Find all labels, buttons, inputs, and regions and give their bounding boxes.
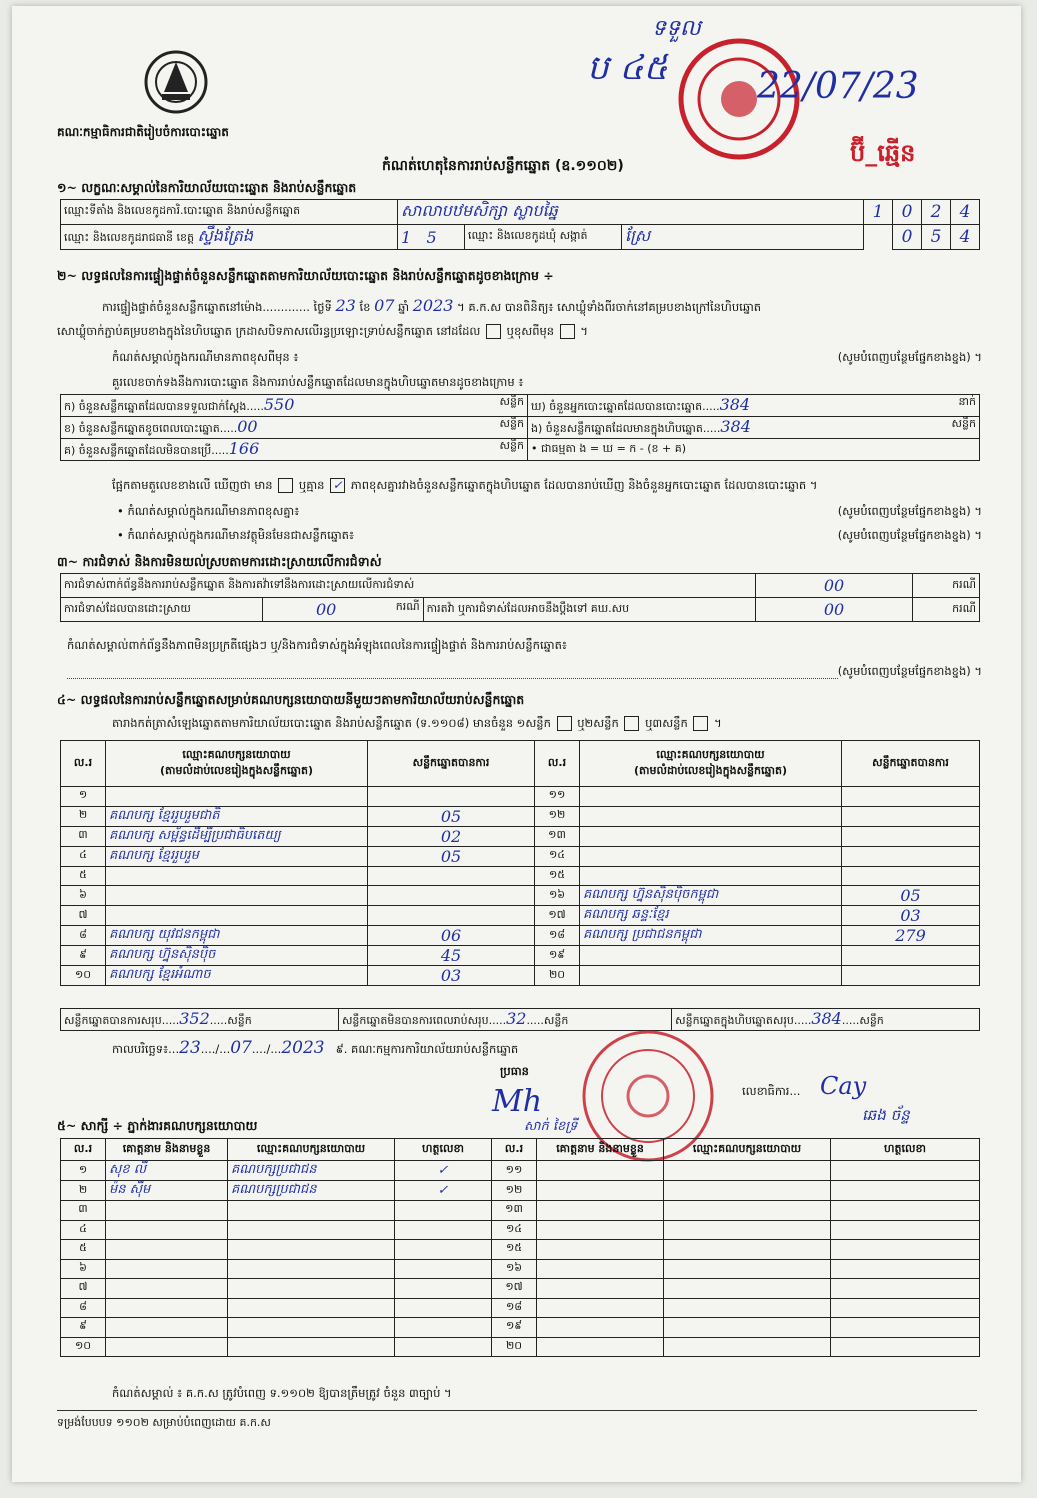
verify-month: 07 [374, 296, 395, 315]
witness-row [61, 1181, 980, 1201]
party-no: ១៨ [535, 926, 580, 946]
party-votes: 45 [368, 946, 535, 966]
total-in-box: សន្លឹកឆ្នោតក្នុងហិបឆ្នោតសរុប.....384.....សន្លឹក [672, 1009, 980, 1031]
party-results-body [61, 787, 980, 986]
witness-name [106, 1220, 228, 1240]
col-name: គោត្តនាម និងនាមខ្លួន [106, 1139, 228, 1161]
province-code: 1 5 [398, 225, 465, 250]
witness-party [228, 1337, 395, 1357]
station-code-digit: 2 [922, 200, 951, 225]
appeal-label: ការតវ៉ា ឬការជំទាស់ដែលអាចនឹងប្ដឹងទៅ គឃ.សប [423, 598, 755, 622]
witness-party: គណបក្សប្រជាជន [228, 1181, 395, 1201]
witness-party [664, 1259, 831, 1279]
party-name: គណបក្ស ហ្វ៊ុនស៊ិនប៉ិចកម្ពុជា [580, 886, 842, 906]
witness-party [228, 1279, 395, 1299]
commune-value: ស្រែ [622, 225, 864, 250]
resolved-label: ការជំទាស់ដែលបានដោះស្រាយ [61, 598, 263, 622]
total-valid: សន្លឹកឆ្នោតបានការសរុប.....352.....សន្លឹក [61, 1009, 339, 1031]
witness-body [61, 1161, 980, 1357]
party-votes: 06 [368, 926, 535, 946]
party-name: គណបក្ស ប្រជាជនកម្ពុជា [580, 926, 842, 946]
commission-name: គណៈកម្មាធិការជាតិរៀបចំការបោះឆ្នោត [57, 125, 229, 139]
party-votes [842, 826, 980, 846]
party-row [61, 906, 980, 926]
witness-no: ១៩ [492, 1318, 537, 1338]
party-no: ១៤ [535, 846, 580, 866]
witness-signature: ✓ [395, 1161, 492, 1181]
party-votes: 05 [842, 886, 980, 906]
witness-signature [395, 1318, 492, 1338]
party-no: ២ [61, 806, 106, 826]
station-identity-table [60, 199, 980, 250]
witness-name [106, 1298, 228, 1318]
party-row [61, 826, 980, 846]
witness-signature [395, 1259, 492, 1279]
stamp-handwriting: ប ៤៥ [587, 48, 668, 88]
witness-signature [831, 1337, 980, 1357]
party-name [106, 787, 368, 807]
witness-signature [831, 1201, 980, 1221]
witness-signature [395, 1279, 492, 1299]
spoiled-ballots: ខ) ចំនួនសន្លឹកឆ្នោតខូចពេលបោះឆ្នោត.....00 សន្លឹក [61, 417, 528, 439]
party-name [106, 866, 368, 886]
party-votes [368, 866, 535, 886]
witness-name [537, 1161, 664, 1181]
witness-no: ១១ [492, 1161, 537, 1181]
witness-row [61, 1337, 980, 1357]
party-votes [842, 866, 980, 886]
witness-name: ម៉ន ស៊ីម [106, 1181, 228, 1201]
party-votes: 03 [842, 906, 980, 926]
witness-name [106, 1240, 228, 1260]
witness-party [228, 1220, 395, 1240]
witness-name [537, 1318, 664, 1338]
party-no: ៥ [61, 866, 106, 886]
station-code-digit: 0 [893, 200, 922, 225]
appeal-value: 00 [756, 598, 913, 622]
witness-name [106, 1337, 228, 1357]
party-row [61, 846, 980, 866]
witness-party [664, 1161, 831, 1181]
tally-sheet-line: តារាងកត់ត្រាសំឡេងឆ្នោតតាមការិយាល័យបោះឆ្នោត និងរាប់សន្លឹកឆ្នោត (ទ.១១០៨) មានចំនួន ១សន្លឹក ឬ២សន្លឹក ឬ៣សន្លឹក ។ [112, 716, 722, 730]
form-title: កំណត់ហេតុនៃការរាប់សន្លឹកឆ្នោត (ឧ.១១០២) [382, 158, 624, 174]
witness-no: ៣ [61, 1201, 106, 1221]
witness-row [61, 1259, 980, 1279]
party-votes: 05 [368, 806, 535, 826]
party-row [61, 946, 980, 966]
section1-title: ១~ លក្ខណៈសម្គាល់នៃការិយាល័យបោះឆ្នោត និងរាប់សន្លឹកឆ្នោត [57, 180, 357, 195]
party-row [61, 886, 980, 906]
witness-no: ២០ [492, 1337, 537, 1357]
witness-no: ១៦ [492, 1259, 537, 1279]
party-no: ១៩ [535, 946, 580, 966]
party-no: ១៧ [535, 906, 580, 926]
witness-party [664, 1298, 831, 1318]
party-name [580, 866, 842, 886]
witness-signature [831, 1161, 980, 1181]
complaints-value: 00 [756, 574, 913, 598]
witness-no: ៥ [61, 1240, 106, 1260]
witness-row [61, 1201, 980, 1221]
section5-title: ៥~ សាក្សី ÷ ភ្នាក់ងារគណបក្សនយោបាយ [57, 1118, 258, 1133]
witness-row [61, 1318, 980, 1338]
witness-row [61, 1220, 980, 1240]
party-no: ៨ [61, 926, 106, 946]
col-votes: សន្លឹកឆ្នោតបានការ [842, 741, 980, 787]
formula: • ជាធម្មតា ង = ឃ = ក - (ខ + គ) [528, 439, 980, 461]
party-no: ១៦ [535, 886, 580, 906]
commune-code-digit: 0 [893, 225, 922, 250]
col-no: ល.រ [535, 741, 580, 787]
party-no: ៦ [61, 886, 106, 906]
witness-name [537, 1181, 664, 1201]
witness-no: ១៤ [492, 1220, 537, 1240]
witness-name [537, 1259, 664, 1279]
party-name: គណបក្ស ខ្មែរអំណាច [106, 966, 368, 986]
witness-signature [831, 1240, 980, 1260]
stamp-date: 22/07/23 [757, 66, 919, 107]
witness-row [61, 1161, 980, 1181]
party-votes: 05 [368, 846, 535, 866]
witness-party [664, 1181, 831, 1201]
complaints-table [60, 573, 980, 622]
party-name [106, 886, 368, 906]
witness-no: ១០ [61, 1337, 106, 1357]
col-no: ល.រ [61, 1139, 106, 1161]
party-row [61, 806, 980, 826]
party-no: ៤ [61, 846, 106, 866]
witness-name [537, 1201, 664, 1221]
party-results-table [60, 740, 980, 986]
form-note: ទម្រង់បែបបទ ១១០២ សម្រាប់បំពេញដោយ គ.ក.ស [57, 1416, 271, 1429]
case-unit: ករណី [913, 574, 980, 598]
party-votes [368, 787, 535, 807]
witness-name [106, 1259, 228, 1279]
chair-label: ប្រធាន [500, 1064, 529, 1078]
witness-signature [831, 1279, 980, 1299]
complaints-label: ការជំទាស់ពាក់ព័ន្ធនឹងការរាប់សន្លឹកឆ្នោត និងការតវ៉ាទៅនឹងការដោះស្រាយលើការជំទាស់ [61, 574, 756, 598]
col-sign: ហត្ថលេខា [831, 1139, 980, 1161]
party-no: ១ [61, 787, 106, 807]
party-no: ១៣ [535, 826, 580, 846]
col-name: គោត្តនាម និងនាមខ្លួន [537, 1139, 664, 1161]
witness-no: ១៧ [492, 1279, 537, 1299]
footnote: កំណត់សម្គាល់ ៖ គ.ក.ស ត្រូវបំពេញ ទ.១១០២ ឱ្យបានត្រឹមត្រូវ ចំនួន ៣ច្បាប់ ។ [112, 1386, 452, 1400]
witness-party [664, 1220, 831, 1240]
party-votes: 279 [842, 926, 980, 946]
province-value: ស្ទឹងត្រែង [197, 226, 254, 245]
secretary-name: ឆេង ច័ន្ទ [862, 1106, 910, 1124]
witness-name [106, 1279, 228, 1299]
station-code-digit: 4 [951, 200, 980, 225]
witness-party [228, 1259, 395, 1279]
footer-divider [57, 1410, 977, 1411]
station-code-digit: 1 [864, 200, 893, 225]
witness-signature [831, 1259, 980, 1279]
change-note-line: កំណត់សម្គាល់ក្នុងករណីមានភាពខុសពីមុន ៖ (សូមបំពេញបន្ថែមផ្នែកខាងខ្នង) ។ [112, 350, 982, 364]
witness-name [537, 1337, 664, 1357]
party-votes [842, 846, 980, 866]
received-ballots: ក) ចំនួនសន្លឹកឆ្នោតដែលបានទទួលជាក់ស្ដែង.....550 សន្លឹក [61, 395, 528, 417]
case-unit: ករណី [913, 598, 980, 622]
party-name [580, 787, 842, 807]
ballot-figures-table [60, 394, 980, 461]
col-party: ឈ្មោះគណបក្សនយោបាយ [664, 1139, 831, 1161]
section4-title: ៤~ លទ្ធផលនៃការរាប់សន្លឹកឆ្នោតសម្រាប់គណបក្សនយោបាយនីមួយៗតាមការិយាល័យរាប់សន្លឹកឆ្នោត [57, 692, 525, 707]
red-label: ប៊ី_ឆ្មើន [850, 139, 916, 167]
col-party: ឈ្មោះគណបក្សនយោបាយ [228, 1139, 395, 1161]
witness-signature [395, 1240, 492, 1260]
discrepancy-line: ផ្អែកតាមតួលេខខាងលើ ឃើញថា មាន ឬគ្មាន ✓ ភាពខុសគ្នារវាងចំនួនសន្លឹកឆ្នោតក្នុងហិបឆ្នោត ដែលបានរាប់ឃើញ និងចំនួនអ្នកបោះឆ្នោត ដែលបានបោះឆ្នោត ។ [112, 478, 818, 492]
party-votes [842, 946, 980, 966]
unchanged-checkbox[interactable] [486, 324, 501, 339]
witness-no: ៨ [61, 1298, 106, 1318]
verification-line: ការផ្ទៀងផ្ទាត់ចំនួនសន្លឹកឆ្នោតនៅម៉ោង............. ថ្ងៃទី 23 ខែ 07 ឆ្នាំ 2023 ។ គ.ក.ស បានពិនិត្យ៖ សោឃ្លុំទាំងពីរចាក់នៅគម្របខាងក្រៅនៃហិបឆ្នោត [102, 296, 762, 315]
section2-title: ២~ លទ្ធផលនៃការផ្ទៀងផ្ទាត់ចំនួនសន្លឹកឆ្នោតតាមការិយាល័យបោះឆ្នោត និងរាប់សន្លឹកឆ្នោតដូចខាងក្រោម ÷ [57, 268, 554, 283]
witness-name [537, 1240, 664, 1260]
witness-row [61, 1298, 980, 1318]
party-no: ១០ [61, 966, 106, 986]
party-votes [368, 906, 535, 926]
party-row [61, 966, 980, 986]
witness-party [664, 1201, 831, 1221]
party-name: គណបក្ស ឆន្ទៈខ្មែរ [580, 906, 842, 926]
total-invalid: សន្លឹកឆ្នោតមិនបានការពេលរាប់សរុប.....32.....សន្លឹក [338, 1009, 671, 1031]
witness-name [537, 1220, 664, 1240]
section3-title: ៣~ ការជំទាស់ និងការមិនយល់ស្របតាមការដោះស្រាយលើការជំទាស់ [57, 554, 382, 569]
witness-no: ១២ [492, 1181, 537, 1201]
figures-intro: គួរលេខចាក់ទងនឹងការបោះឆ្នោត និងការរាប់សន្លឹកឆ្នោតដែលមានក្នុងហិបឆ្នោតមានដូចខាងក្រោម ៖ [112, 375, 524, 389]
col-no: ល.រ [492, 1139, 537, 1161]
witness-party [664, 1318, 831, 1338]
witness-no: ១៥ [492, 1240, 537, 1260]
witness-party [664, 1337, 831, 1357]
col-sign: ហត្ថលេខា [395, 1139, 492, 1161]
one-sheet-checkbox[interactable] [557, 716, 572, 731]
totals-table [60, 1008, 980, 1031]
seal-check-line: សោឃ្លុំចាក់ភ្ជាប់គម្របខាងក្នុងនៃហិបឆ្នោត ក្រដាសបិទភាសលើរន្ធប្រឡោះទ្រាប់សន្លឹកឆ្នោត នៅដដែល ឬខុសពីមុន ។ [57, 324, 589, 338]
party-name: គណបក្ស សម្ព័ន្ធដើម្បីប្រជាធិបតេយ្យ [106, 826, 368, 846]
witness-no: ២ [61, 1181, 106, 1201]
stamp-top-handwriting: ទទួល [652, 16, 701, 41]
party-no: ១១ [535, 787, 580, 807]
commune-code-digit: 4 [951, 225, 980, 250]
witness-row [61, 1279, 980, 1299]
secretary-signature: Cay [820, 1072, 867, 1100]
bullet-note-2: • កំណត់សម្គាល់ក្នុងករណីមានវត្ថុមិនមែនជាសន្លឹកឆ្នោត៖ (សូមបំពេញបន្ថែមផ្នែកខាងខ្នង) ។ [117, 528, 982, 542]
witness-signature [831, 1181, 980, 1201]
signing-date-line: កាលបរិច្ឆេទ៖...23..../...07..../...2023 ៩. គណៈកម្មការការិយាល័យរាប់សន្លឹកឆ្នោត [112, 1038, 519, 1058]
party-name: គណបក្ស ហ្វ៊ុនស៊ិនប៉ិច [106, 946, 368, 966]
witness-signature [395, 1298, 492, 1318]
witness-no: ៦ [61, 1259, 106, 1279]
ballots-in-box: ង) ចំនួនសន្លឹកឆ្នោតដែលមានក្នុងហិបឆ្នោត.....384 សន្លឹក [528, 417, 980, 439]
commune-label: ឈ្មោះ និងលេខកូដឃុំ សង្កាត់ [465, 225, 622, 250]
witness-no: ១ [61, 1161, 106, 1181]
witness-name [106, 1318, 228, 1338]
witness-no: ១៨ [492, 1298, 537, 1318]
form-sheet [12, 6, 1021, 1482]
resolved-value: 00 ករណី [263, 598, 424, 622]
party-name: គណបក្ស យុវជនកម្ពុជា [106, 926, 368, 946]
party-name [580, 826, 842, 846]
witness-no: ៩ [61, 1318, 106, 1338]
secretary-label: លេខាធិការ... [742, 1084, 801, 1098]
party-no: ៣ [61, 826, 106, 846]
col-party: ឈ្មោះគណបក្សនយោបាយ (តាមលំដាប់លេខរៀងក្នុងសន្លឹកឆ្នោត) [580, 741, 842, 787]
witness-signature [395, 1337, 492, 1357]
chair-name: សាក់ ខៃទ្រី [524, 1119, 578, 1134]
province-label: ឈ្មោះ និងលេខកូដរាជធានី ខេត្ត ស្ទឹងត្រែង [61, 225, 398, 250]
party-votes: 02 [368, 826, 535, 846]
witness-party: គណបក្សប្រជាជន [228, 1161, 395, 1181]
party-name: គណបក្ស ខ្មែររួបរួម [106, 846, 368, 866]
verify-year: 2023 [412, 296, 454, 315]
discrepancy-no-checkbox[interactable]: ✓ [330, 478, 345, 493]
witness-signature: ✓ [395, 1181, 492, 1201]
col-party: ឈ្មោះគណបក្សនយោបាយ (តាមលំដាប់លេខរៀងក្នុងសន្លឹកឆ្នោត) [106, 741, 368, 787]
party-name: គណបក្ស ខ្មែររួបរួមជាតិ [106, 806, 368, 826]
party-no: ៩ [61, 946, 106, 966]
witness-signature [831, 1318, 980, 1338]
witness-party [228, 1298, 395, 1318]
commune-code-digit: 5 [922, 225, 951, 250]
party-name [580, 846, 842, 866]
party-name [580, 946, 842, 966]
party-row [61, 866, 980, 886]
party-no: ៧ [61, 906, 106, 926]
two-sheet-checkbox[interactable] [624, 716, 639, 731]
chair-signature: Mh [492, 1084, 543, 1119]
verify-day: 23 [335, 296, 356, 315]
witness-no: ៤ [61, 1220, 106, 1240]
party-name [106, 906, 368, 926]
witness-party [664, 1240, 831, 1260]
party-votes [842, 806, 980, 826]
irregularity-note: កំណត់សម្គាល់ពាក់ព័ន្ធនឹងភាពមិនប្រក្រតីផ្សេងៗ ឬ/និងការជំទាស់ក្នុងអំឡុងពេលនៃការផ្ទៀងផ្ទាត់ និងការរាប់សន្លឹកឆ្នោត៖ [67, 638, 567, 652]
party-row [61, 926, 980, 946]
witness-signature [395, 1220, 492, 1240]
witness-party [664, 1279, 831, 1299]
party-no: ២០ [535, 966, 580, 986]
irregularity-fill-line: (សូមបំពេញបន្ថែមផ្នែកខាងខ្នង) ។ [67, 664, 982, 679]
party-name [580, 966, 842, 986]
witness-signature [831, 1298, 980, 1318]
party-no: ១២ [535, 806, 580, 826]
three-sheet-checkbox[interactable] [693, 716, 708, 731]
bullet-note-1: • កំណត់សម្គាល់ក្នុងករណីមានភាពខុសគ្នា៖ (សូមបំពេញបន្ថែមផ្នែកខាងខ្នង) ។ [117, 504, 982, 518]
witness-table [60, 1138, 980, 1357]
party-votes [842, 966, 980, 986]
station-name-value: សាលាបឋមសិក្សា ស្លាបឆ្នៃ [398, 200, 864, 225]
witness-signature [831, 1220, 980, 1240]
party-row [61, 787, 980, 807]
witness-no: ១៣ [492, 1201, 537, 1221]
witness-party [228, 1201, 395, 1221]
nec-emblem-icon [144, 48, 208, 116]
witness-name: សុខ លី [106, 1161, 228, 1181]
voters-count: ឃ) ចំនួនអ្នកបោះឆ្នោតដែលបានបោះឆ្នោត.....384 នាក់ [528, 395, 980, 417]
unused-ballots: គ) ចំនួនសន្លឹកឆ្នោតដែលមិនបានប្រើ.....166 សន្លឹក [61, 439, 528, 461]
party-no: ១៥ [535, 866, 580, 886]
witness-row [61, 1240, 980, 1260]
witness-name [537, 1298, 664, 1318]
witness-party [228, 1240, 395, 1260]
witness-name [106, 1201, 228, 1221]
party-votes [842, 787, 980, 807]
party-votes [368, 886, 535, 906]
witness-no: ៧ [61, 1279, 106, 1299]
changed-checkbox[interactable] [560, 324, 575, 339]
col-votes: សន្លឹកឆ្នោតបានការ [368, 741, 535, 787]
witness-signature [395, 1201, 492, 1221]
discrepancy-yes-checkbox[interactable] [278, 478, 293, 493]
party-votes: 03 [368, 966, 535, 986]
col-no: ល.រ [61, 741, 106, 787]
station-name-label: ឈ្មោះទីតាំង និងលេខកូដការិ.បោះឆ្នោត និងរាប់សន្លឹកឆ្នោត [61, 200, 398, 225]
party-name [580, 806, 842, 826]
witness-party [228, 1318, 395, 1338]
witness-name [537, 1279, 664, 1299]
